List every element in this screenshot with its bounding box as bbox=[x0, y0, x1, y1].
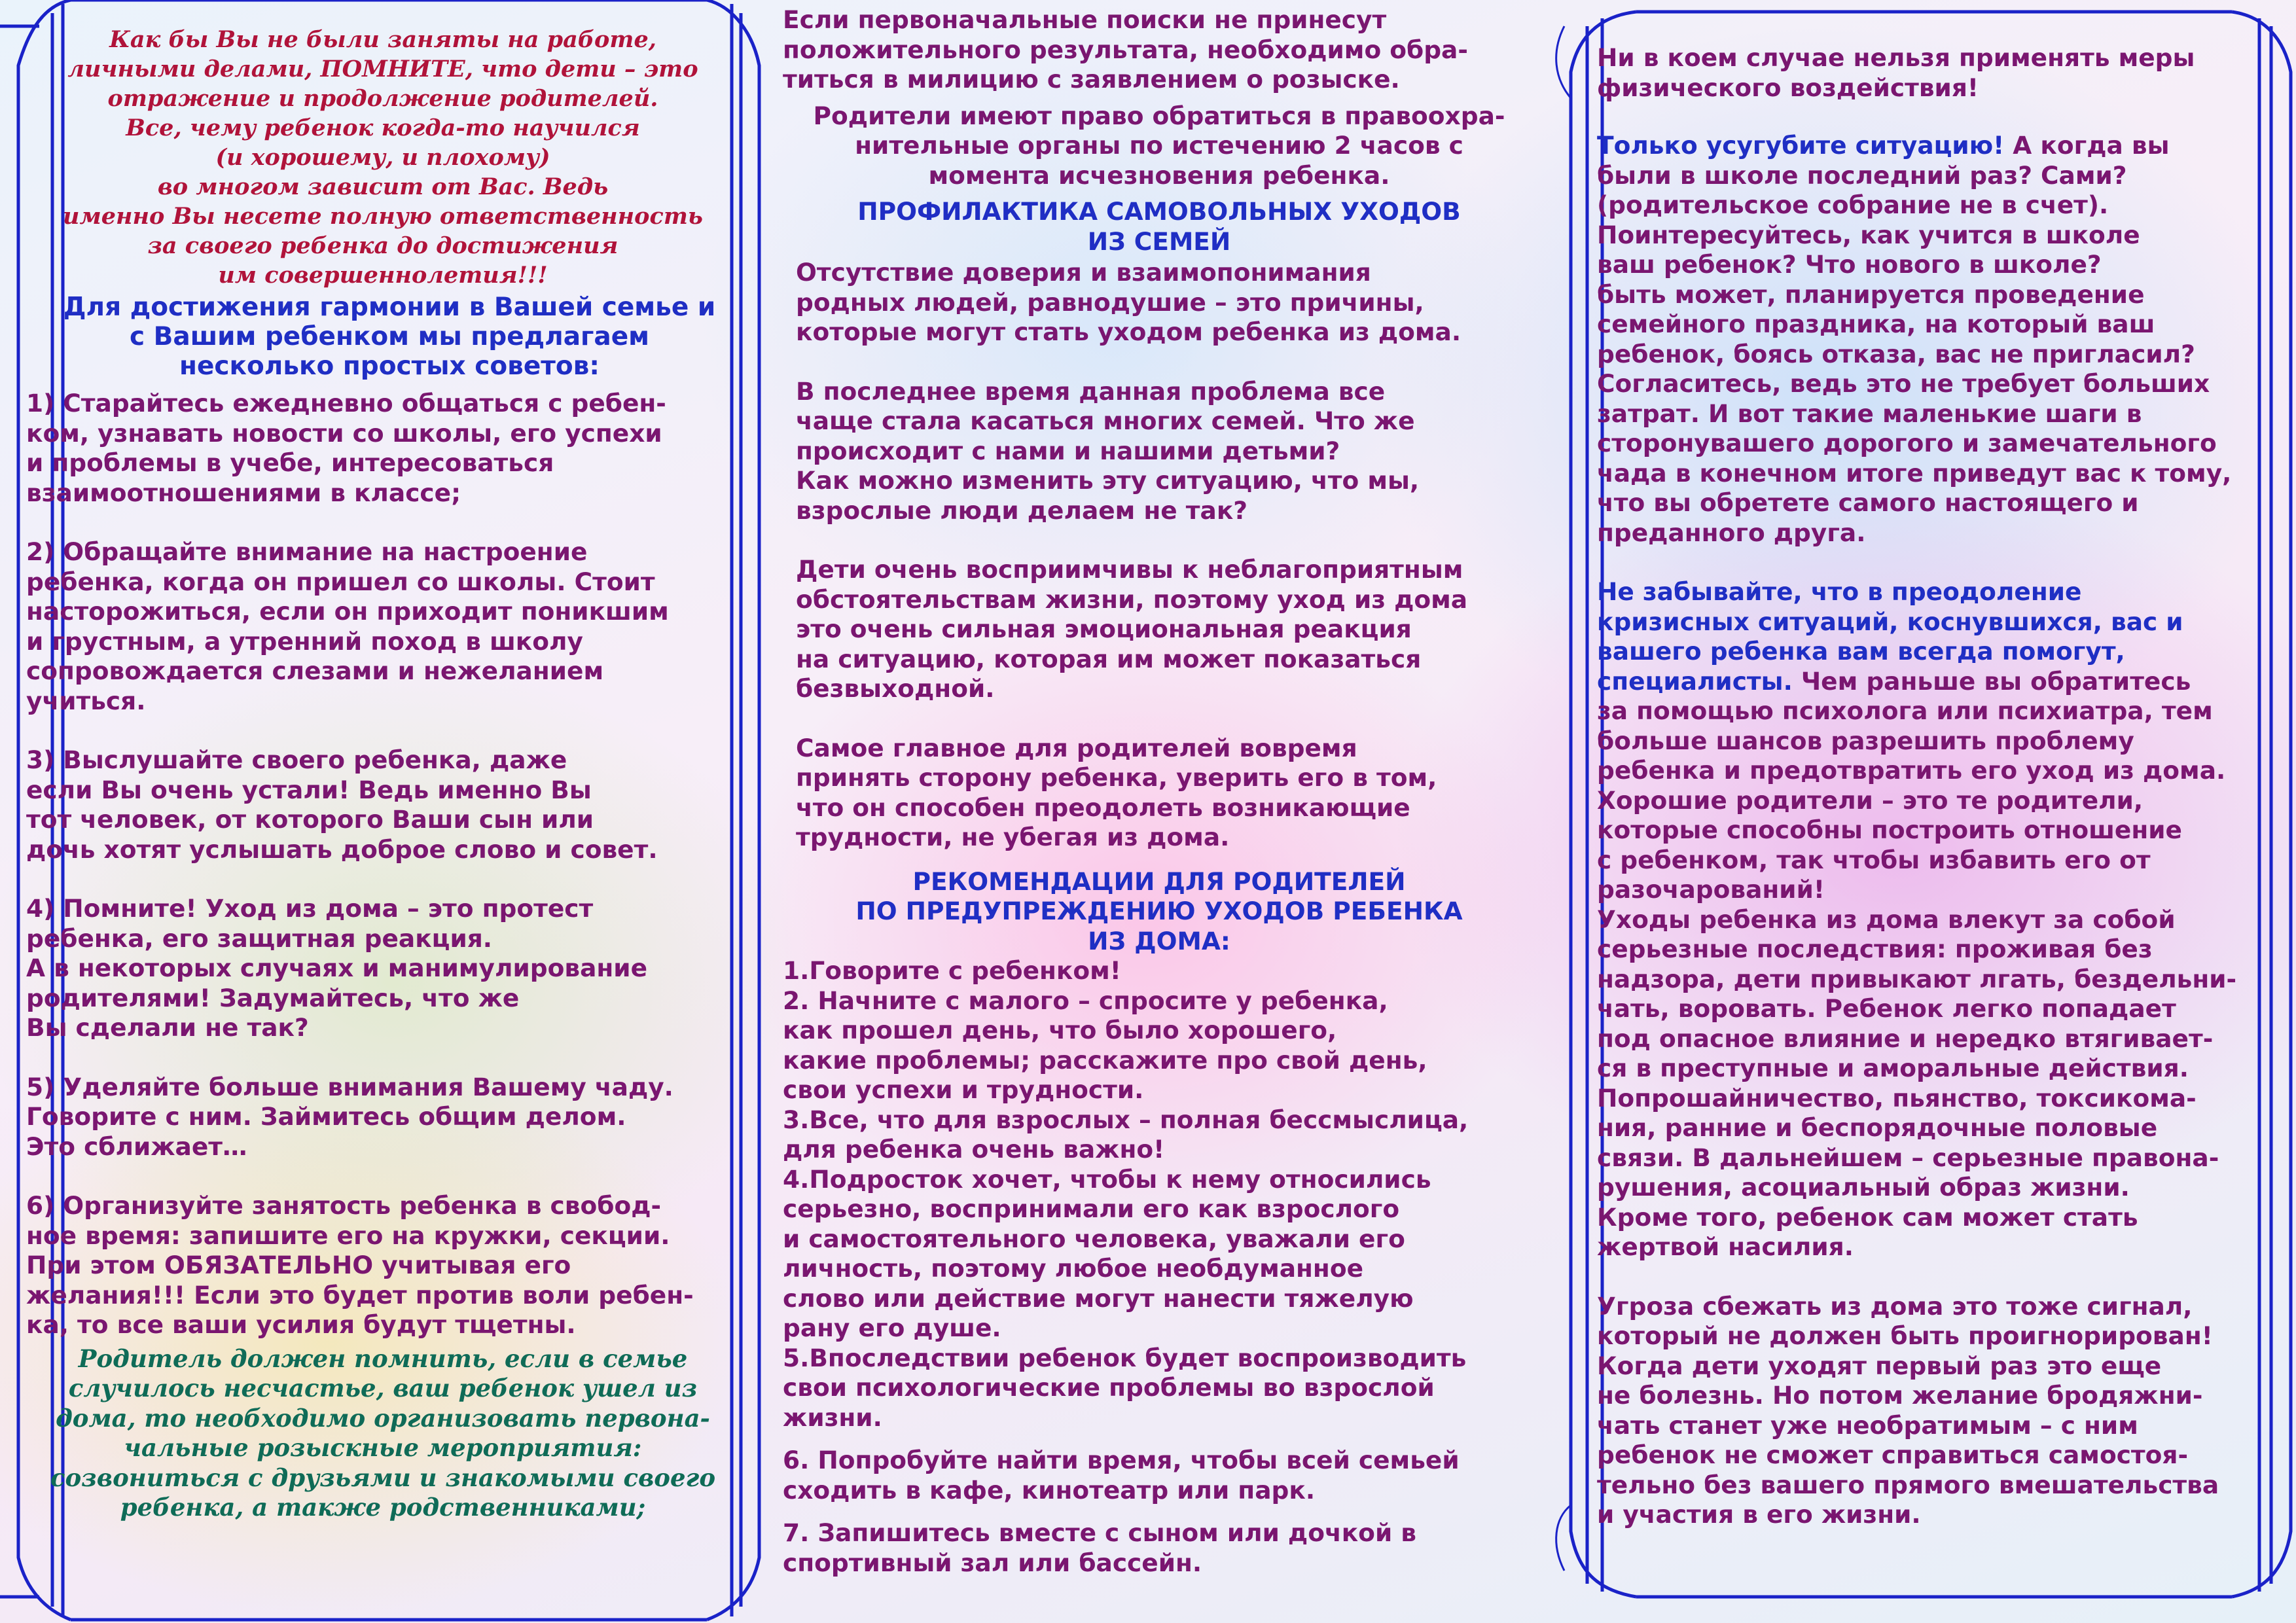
tip-item: 6) Организуйте занятость ребенка в свобод- ное время: запишите его на кружки, секции. При этом ОБЯЗАТЕЛЬНО учитывая его желания!!! Если это будет против воли ребен- ка, то все ваши усилия будут тщетны. bbox=[26, 1191, 694, 1339]
threat-paragraph: Угроза сбежать из дома это тоже сигнал, который не должен быть проигнорирован! Когда дети уходят первый раз это еще не болезнь. Но потом желание бродяжни- чать станет уже необратимым – с ним ребенок не сможет справиться самостоя- тельно без вашего прямого вмешательства и участия в его жизни. bbox=[1597, 1291, 2219, 1529]
recommendation-item: 7. Запишитесь вместе с сыном или дочкой в спортивный зал или бассейн. bbox=[783, 1518, 1417, 1577]
tip-item: 5) Уделяйте больше внимания Вашему чаду. Говорите с ним. Займитесь общим делом. Это сближает… bbox=[26, 1072, 673, 1161]
recommendations-heading: РЕКОМЕНДАЦИИ ДЛЯ РОДИТЕЛЕЙ ПО ПРЕДУПРЕЖДЕНИЮ УХОДОВ РЕБЕНКА ИЗ ДОМА: bbox=[855, 866, 1463, 955]
consequences-text: Чем раньше вы обратитесь за помощью психолога или психиатра, тем больше шансов разрешить проблему ребенка и предотвратить его уход из дома. Хорошие родители – это те родители, которые способны построить отношение с ребенком, так чтобы избавить его от разочарований! Уходы ребенка из дома влекут за собой серьезные последствия: проживая без надзора, дети привыкают лгать, бездельни- чать, воровать. Ребенок легко попадает под опасное влияние и нередко втягивает- ся в преступные и аморальные действия. Попрошайничество, пьянство, токсикома- ния, ранние и беспорядочные половые связи. В дальнейшем – серьезные правона- рушения, асоциальный образ жизни. Кроме того, ребенок сам может стать жертвой насилия. bbox=[1597, 666, 2237, 1261]
main-paragraph: Самое главное для родителей вовремя принять сторону ребенка, уверить его в том, что он способен преодолеть возникающие трудности, не убегая из дома. bbox=[796, 733, 1437, 851]
recommendation-item: 4.Подросток хочет, чтобы к нему относились серьезно, воспринимали его как взрослого и самостоятельного человека, уважали его личность, поэтому любое необдуманное слово или действие могут нанести тяжелую рану его душе. bbox=[783, 1164, 1431, 1342]
prevention-heading: ПРОФИЛАКТИКА САМОВОЛЬНЫХ УХОДОВ ИЗ СЕМЕЙ bbox=[857, 197, 1461, 256]
children-paragraph: Дети очень восприимчивы к неблагоприятным обстоятельствам жизни, поэтому уход из дома это очень сильная эмоциональная реакция на ситуацию, которая им может показаться безвыходной. bbox=[796, 555, 1468, 703]
school-text: А когда вы были в школе последний раз? Сами? (родительское собрание не в счет). Поинтересуйтесь, как учится в школе ваш ребенок? Что нового в школе? быть может, планируется проведение семейного праздника, на который ваш ребенок, боясь отказа, вас не пригласил? Согласитесь, ведь это не требует больших затрат. И вот такие маленькие шаги в сторонувашего дорогого и замечательного чада в конечном итоге приведут вас к тому, что вы обретете самого настоящего и преданного друга. bbox=[1597, 131, 2232, 547]
tips-list bbox=[26, 389, 753, 1340]
school-paragraph bbox=[1597, 131, 2291, 548]
recommendations-list bbox=[783, 956, 1555, 1578]
recommendation-item: 2. Начните с малого – спросите у ребенка, как прошел день, что было хорошего, какие проблемы; расскажите про свой день, свои успехи и трудности. bbox=[783, 986, 1427, 1104]
tip-item: 4) Помните! Уход из дома – это протест ребенка, его защитная реакция. А в некоторых случаях и манимулирование родителями! Задумайтесь, что же Вы сделали не так? bbox=[26, 894, 647, 1042]
left-outro-text: Родитель должен помнить, если в семье случилось несчастье, ваш ребенок ушел из дома, то необходимо организовать первона- чальные розыскные мероприятия: созвониться с друзьями и знакомыми своего ребенка, а также родственниками; bbox=[50, 1344, 716, 1522]
recommendation-item: 6. Попробуйте найти время, чтобы всей семьей сходить в кафе, кинотеатр или парк. bbox=[783, 1446, 1460, 1505]
right-column bbox=[1597, 43, 2291, 1530]
left-heading: Для достижения гармонии в Вашей семье и с Вашим ребенком мы предлагаем несколько простых советов: bbox=[63, 293, 716, 381]
tip-item: 3) Выслушайте своего ребенка, даже если Вы очень устали! Ведь именно Вы тот человек, от которого Ваши сын или дочь хотят услышать доброе слово и совет. bbox=[26, 745, 658, 864]
left-column bbox=[26, 25, 753, 1523]
recommendation-item: 1.Говорите с ребенком! bbox=[783, 956, 1121, 985]
middle-column bbox=[783, 5, 1555, 1578]
recommendation-item: 3.Все, что для взрослых – полная бессмыслица, для ребенка очень важно! bbox=[783, 1105, 1469, 1164]
specialists-paragraph bbox=[1597, 577, 2291, 1262]
recommendation-item: 5.Впоследствии ребенок будет воспроизводить свои психологические проблемы во взрослой жизни. bbox=[783, 1343, 1467, 1432]
problem-paragraph: В последнее время данная проблема все чаще стала касаться многих семей. Что же происходит с нами и нашими детьми? Как можно изменить эту ситуацию, что мы, взрослые люди делаем не так? bbox=[796, 376, 1420, 525]
tip-item: 2) Обращайте внимание на настроение ребенка, когда он пришел со школы. Стоит насторожиться, если он приходит поникшим и грустным, а утренний поход в школу сопровождается слезами и нежеланием учиться. bbox=[26, 537, 669, 715]
tip-item: 1) Старайтесь ежедневно общаться с ребен- ком, узнавать новости со школы, его успехи и проблемы в учебе, интересоваться взаимоотношениями в классе; bbox=[26, 389, 666, 507]
search-paragraph: Если первоначальные поиски не принесут положительного результата, необходимо обра- титься в милицию с заявлением о розыске. bbox=[783, 5, 1468, 94]
worsen-text: Только усугубите ситуацию! bbox=[1597, 131, 2005, 160]
left-intro-text: Как бы Вы не были заняты на работе, личными делами, ПОМНИТЕ, что дети – это отражение и продолжение родителей. Все, чему ребенок когда-то научился (и хорошему, и плохому) во многом зависит от Вас. Ведь именно Вы несете полную ответственность за своего ребенка до достижения им совершеннолетия!!! bbox=[63, 26, 703, 289]
remember-text: Не забывайте, что в преодоление кризисных ситуаций, коснувшихся, вас и вашего ребенка вам всегда помогут, специалисты. bbox=[1597, 577, 2183, 696]
trust-paragraph: Отсутствие доверия и взаимопонимания родных людей, равнодушие – это причины, которые могут стать уходом ребенка из дома. bbox=[796, 258, 1462, 346]
no-punishment-paragraph: Ни в коем случае нельзя применять меры физического воздействия! bbox=[1597, 43, 2195, 102]
police-paragraph: Родители имеют право обратиться в правоохра- нительные органы по истечению 2 часов с момента исчезновения ребенка. bbox=[813, 101, 1505, 190]
